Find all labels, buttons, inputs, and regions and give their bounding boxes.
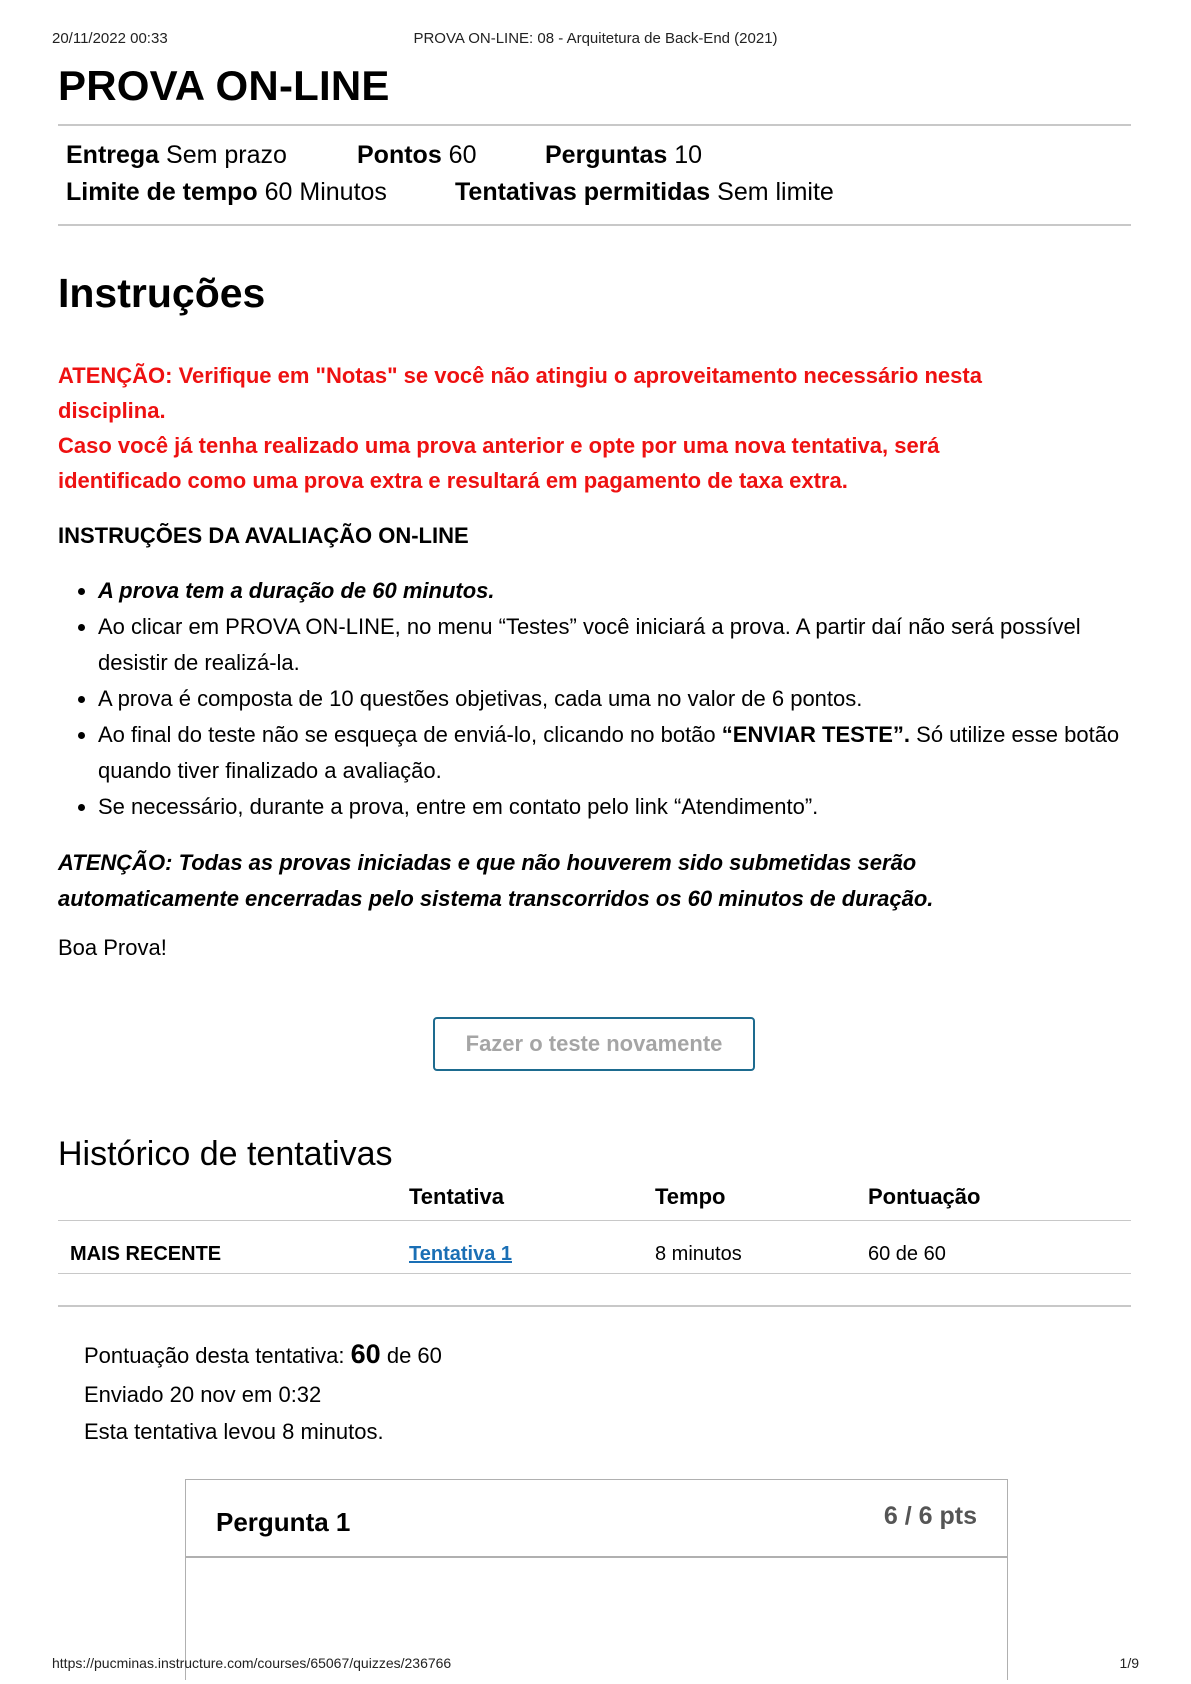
attempt-time: 8 minutos [655, 1243, 742, 1265]
print-url: https://pucminas.instructure.com/courses/65067/quizzes/236766 [52, 1655, 452, 1671]
attempt-link[interactable]: Tentativa 1 [409, 1243, 512, 1265]
column-header-tentativa: Tentativa [409, 1184, 504, 1209]
attempt-duration: Esta tentativa levou 8 minutos. [84, 1419, 384, 1444]
meta-tentativas: Tentativas permitidas Sem limite [455, 178, 834, 206]
list-item: • A prova tem a duração de 60 minutos. [98, 573, 1138, 609]
attempt-score-summary: Pontuação desta tentativa: 60 de 60 [84, 1339, 442, 1369]
meta-limite: Limite de tempo 60 Minutos [66, 178, 387, 206]
question-points: 6 / 6 pts [883, 1502, 977, 1530]
list-item: • Ao clicar em PROVA ON-LINE, no menu “Testes” você iniciará a prova. A partir daí não será possível desistir de realizá-la. [98, 609, 1138, 681]
question-title: Pergunta 1 [216, 1507, 351, 1537]
retake-quiz-button[interactable]: Fazer o teste novamente [433, 1017, 755, 1071]
table-divider [58, 1220, 1131, 1221]
instructions-subheading: INSTRUÇÕES DA AVALIAÇÃO ON-LINE [58, 523, 469, 548]
attention-note: ATENÇÃO: Todas as provas iniciadas e que não houverem sido submetidas serão automaticamente encerradas pelo sistema transcorridos os 60 minutos de duração. [58, 850, 934, 911]
column-header-pontuacao: Pontuação [868, 1184, 981, 1209]
instructions-list [58, 573, 1138, 825]
list-item: • A prova é composta de 10 questões objetivas, cada uma no valor de 6 pontos. [98, 681, 1138, 717]
attempt-score: 60 de 60 [868, 1243, 946, 1265]
divider [58, 224, 1131, 226]
warning-text: ATENÇÃO: Verifique em "Notas" se você não atingiu o aproveitamento necessário nesta disciplina. Caso você já tenha realizado uma prova anterior e opte por uma nova tentativa, será identificado como uma prova extra e resultará em pagamento de taxa extra. [58, 363, 982, 493]
closing-text: Boa Prova! [58, 935, 167, 960]
attempt-history-heading: Histórico de tentativas [58, 1135, 393, 1173]
meta-pontos: Pontos 60 [357, 141, 477, 169]
attempt-submitted: Enviado 20 nov em 0:32 [84, 1382, 322, 1407]
meta-entrega: Entrega Sem prazo [66, 141, 287, 169]
instructions-heading: Instruções [58, 270, 266, 316]
divider [58, 124, 1131, 126]
print-datetime: 20/11/2022 00:33 [52, 30, 168, 47]
question-card [185, 1479, 1008, 1680]
row-label: MAIS RECENTE [70, 1243, 222, 1265]
table-divider [58, 1273, 1131, 1274]
list-item: • Se necessário, durante a prova, entre em contato pelo link “Atendimento”. [98, 789, 1138, 825]
question-header [186, 1480, 1007, 1558]
meta-perguntas: Perguntas 10 [545, 141, 703, 169]
list-item: • Ao final do teste não se esqueça de enviá-lo, clicando no botão “ENVIAR TESTE”. Só utilize esse botão quando tiver finalizado a avaliação. [98, 717, 1138, 789]
print-page-number: 1/9 [1119, 1655, 1139, 1671]
print-document-title: PROVA ON-LINE: 08 - Arquitetura de Back-End (2021) [413, 30, 778, 47]
quiz-title: PROVA ON-LINE [58, 62, 390, 109]
column-header-tempo: Tempo [655, 1184, 726, 1209]
divider [58, 1305, 1131, 1307]
